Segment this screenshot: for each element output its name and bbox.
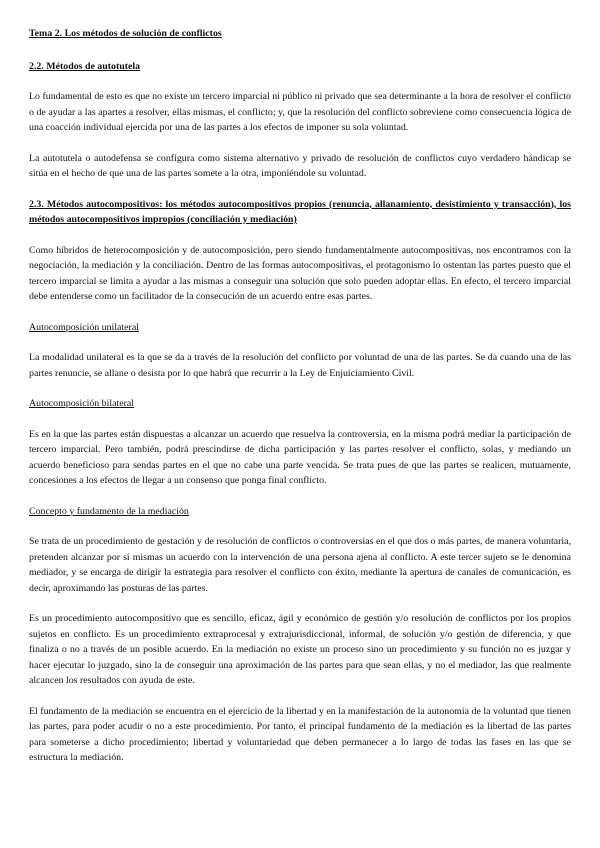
paragraph-autocompositivos: Como híbridos de heterocomposición y de autocomposición, pero siendo fundamentalmente autocompositivas, nos encontramos con la negociación, la mediación y la conciliación. Dentro de las formas autocompositivas, el protagonismo lo ostentan las partes puesto que el tercero imparcial se limita a ayudar a las mismas a conseguir una solución que solo pueden adoptar ellas. En efecto, el tercero imparcial debe entenderse como un facilitador de la consecución de un acuerdo entre esas partes.	[29, 244, 571, 302]
paragraph-bilateral: Es en la que las partes están dispuestas a alcanzar un acuerdo que resuelva la controversia, en la misma podrá mediar la participación de tercero imparcial. Pero también, podrá prescindirse de dicha participación y las partes resolver el conflicto, solas, y mediando un acuerdo beneficioso para sendas partes en el que no cabe una parte vencida. Se trata pues de que las partes se realicen, mutuamente, concesiones a los efectos de llegar a un consenso que ponga final conflicto.	[29, 428, 571, 486]
paragraph-autotutela-1: Lo fundamental de esto es que no existe un tercero imparcial ni público ni privado que sea determinante a la hora de resolver el conflicto o de ayudar a las apartes a resolver, ellas mismas, el conflicto; y, que la resolución del conflicto sobreviene como consecuencia lógica de una coacción individual ejercida por una de las partes a los efectos de imponer su sola voluntad.	[29, 91, 571, 133]
subheading-mediacion: Concepto y fundamento de la mediación	[29, 505, 189, 517]
paragraph-mediacion-2: Es un procedimiento autocompositivo que es sencillo, eficaz, ágil y económico de gestión y/o resolución de conflictos por los propios sujetos en conflicto. Es un procedimiento extraprocesal y extrajurisdiccional, informal, de solución y/o gestión de diferencia, y que finaliza o no a través de un posible acuerdo. En la mediación no existe un proceso sino un procedimiento y su función no es juzgar y hacer ejecutar lo juzgado, sino la de conseguir una aproximación de las partes para que sean ellas, y no el mediador, las que realmente alcancen los resultados con ayuda de este.	[29, 613, 571, 686]
subheading-unilateral: Autocomposición unilateral	[29, 321, 139, 333]
heading-autotutela: 2.2. Métodos de autotutela	[29, 60, 141, 72]
subheading-bilateral: Autocomposición bilateral	[29, 398, 135, 409]
document-title: Tema 2. Los métodos de solución de conflictos	[29, 28, 222, 39]
paragraph-mediacion-1: Se trata de un procedimiento de gestación y de resolución de conflictos o controversias en el que dos o más partes, de manera voluntaria, pretenden alcanzar por sí mismas un acuerdo con la intervención de una persona ajena al conflicto. A este tercer sujeto se le denomina mediador, y se encarga de dirigir la estrategia para resolver el conflicto con éxito, mediante la apertura de canales de comunicación, es decir, aproximando las posturas de las partes.	[29, 536, 571, 594]
heading-autocompositivos: 2.3. Métodos autocompositivos: los métodos autocompositivos propios (renuncia, allanamiento, desistimiento y transacción), los métodos autocompositivos impropios (conciliación y mediación)	[29, 198, 571, 225]
paragraph-unilateral: La modalidad unilateral es la que se da a través de la resolución del conflicto por voluntad de una de las partes. Se da cuando una de las partes renuncie, se allane o desista por lo que habrá que recurrir a la Ley de Enjuiciamiento Civil.	[29, 352, 571, 379]
paragraph-mediacion-3: El fundamento de la mediación se encuentra en el ejercicio de la libertad y en la manifestación de la autonomía de la voluntad que tienen las partes, para poder acudir o no a este procedimiento. Por tanto, el principal fundamento de la mediación es la libertad de las partes para someterse a dicho procedimiento; libertad y voluntariedad que deben permanecer a lo largo de todas las fases en las que se estructura la mediación.	[29, 705, 571, 763]
paragraph-autotutela-2: La autotutela o autodefensa se configura como sistema alternativo y privado de resolución de conflictos cuyo verdadero hándicap se sitúa en el hecho de que una de las partes somete a la otra, imponiéndole su voluntad.	[29, 152, 571, 179]
